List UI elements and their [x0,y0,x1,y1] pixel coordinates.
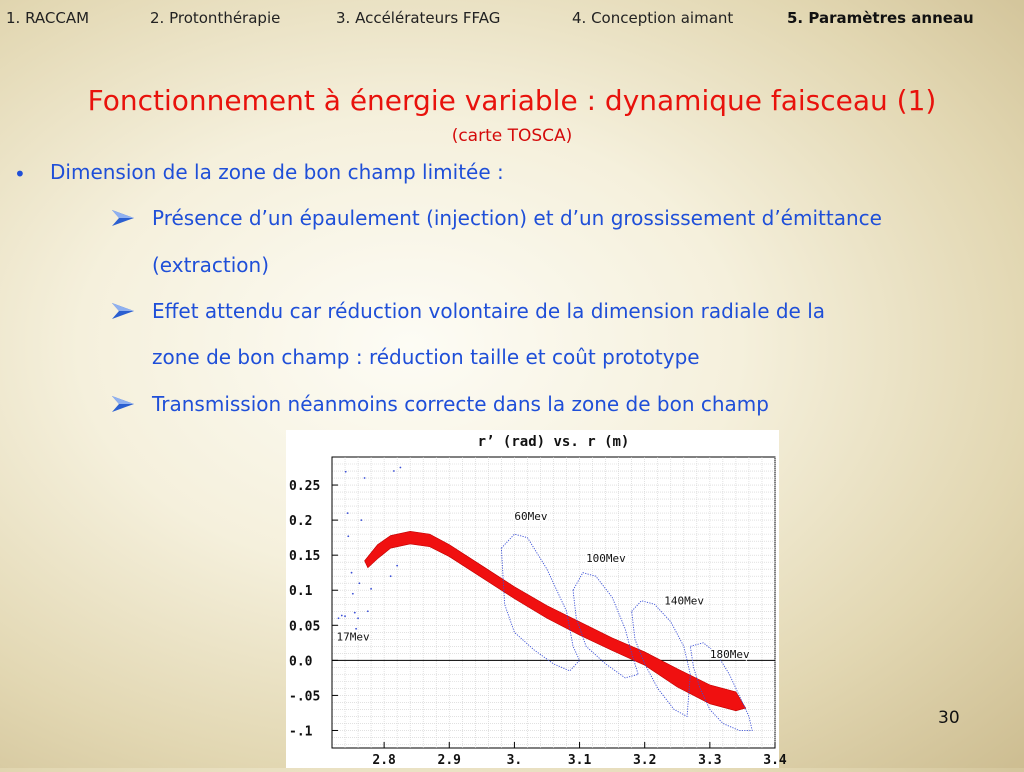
y-tick-label: -.05 [289,689,321,705]
y-tick-label: 0.15 [289,549,321,565]
sub-bullet-2-line-1: Effet attendu car réduction volontaire de la dimension radiale de la [152,299,826,323]
scatter-point [360,519,362,521]
scatter-point [354,612,356,614]
scatter-point [338,617,340,619]
scatter-point [355,628,357,630]
plot-frame [332,457,775,748]
scatter-point [370,588,372,590]
x-tick-label: 3. [506,753,523,768]
energy-label: 17Mev [336,630,370,644]
x-tick-label: 3.3 [698,753,722,768]
sub-bullet-3: Transmission néanmoins correcte dans la zone de bon champ [152,392,769,416]
energy-label: 100Mev [586,552,626,566]
nav-item-protontherapie[interactable]: 2. Protonthérapie [150,9,281,27]
y-tick-label: 0.2 [289,514,313,530]
scatter-point [367,610,369,612]
scatter-point [345,471,347,473]
nav-item-parametres-anneau[interactable]: 5. Paramètres anneau [787,9,974,27]
page-number: 30 [938,708,960,728]
x-tick-label: 2.8 [372,753,396,768]
scatter-point [344,615,346,617]
sub-bullet-1-line-1: Présence d’un épaulement (injection) et d’un grossissement d’émittance [152,206,882,230]
x-tick-label: 3.1 [567,753,592,768]
x-tick-label: 3.2 [632,753,657,768]
arrow-bullet-icon [112,303,134,319]
scatter-point [400,467,402,469]
energy-label: 140Mev [664,594,704,608]
phase-space-plot-svg [286,430,787,768]
main-bullet: Dimension de la zone de bon champ limitée : [50,160,504,184]
arrow-bullet-icon [112,210,134,226]
energy-label: 60Mev [514,510,548,524]
nav-item-raccam[interactable]: 1. RACCAM [6,9,90,27]
y-tick-label: -.1 [289,724,313,740]
scatter-point [347,535,349,537]
arrow-bullet-icon [112,396,134,412]
y-tick-label: 0.25 [289,479,321,495]
slide-title: Fonctionnement à énergie variable : dynamique faisceau (1) [87,84,937,117]
nav-item-accelerateurs-ffag[interactable]: 3. Accélérateurs FFAG [336,9,501,27]
scatter-point [341,615,343,617]
sub-bullet-2-line-2: zone de bon champ : réduction taille et coût prototype [152,345,700,369]
scatter-point [352,593,354,595]
scatter-point [393,470,395,472]
bullet-dot: • [14,162,26,186]
scatter-point [364,477,366,479]
x-tick-label: 2.9 [437,753,462,768]
x-tick-label: 3.4 [763,753,787,768]
y-tick-label: 0.0 [289,654,313,670]
chart-title: r’ (rad) vs. r (m) [477,434,630,450]
scatter-point [351,572,353,574]
sub-bullet-1-line-2: (extraction) [152,253,270,277]
nav-item-conception-aimant[interactable]: 4. Conception aimant [572,9,734,27]
energy-label: 180Mev [709,648,750,662]
section-nav [0,0,1024,36]
scatter-point [357,617,359,619]
y-tick-label: 0.05 [289,619,321,635]
scatter-point [358,582,360,584]
slide-subtitle: (carte TOSCA) [451,126,573,146]
y-tick-label: 0.1 [289,584,313,600]
scatter-point [396,565,398,567]
scatter-point [390,575,392,577]
phase-space-plot [286,430,787,768]
scatter-point [347,512,349,514]
